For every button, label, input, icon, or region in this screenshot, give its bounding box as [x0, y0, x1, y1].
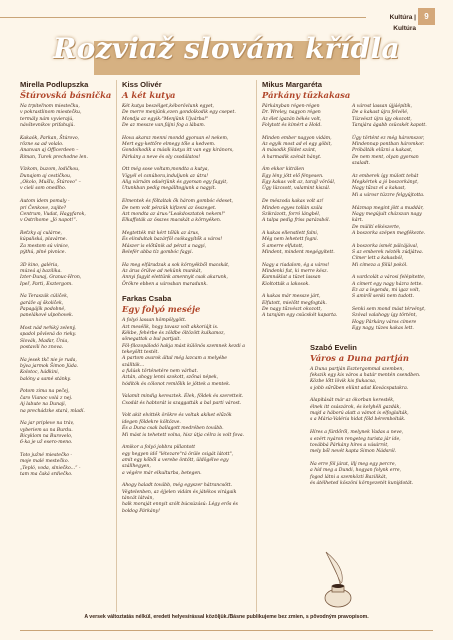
verse-line: Aztán, ahogy lenni szokott, szőnai népek,: [122, 375, 219, 381]
verse-line: Mi címeza a fölül pokól.: [352, 262, 408, 268]
verse-line: Közbe lőtt lövik kis fiukacsa,: [310, 379, 377, 385]
verse-line: Vígyél el csnúbora,induljunk az útra!: [122, 173, 209, 179]
stanza: [262, 294, 344, 319]
verse-line: A partom avarok által még lazcam a melyébe szállták...: [122, 356, 228, 368]
verse-line: v pokrastlinom miestečku,: [20, 110, 82, 116]
verse-line: termály nám vyvierajú,: [20, 116, 74, 122]
stanza: [262, 136, 344, 161]
verse-line: Ez az a legenda, mi igaz volt,: [352, 287, 420, 293]
page-title: Rozviaž slovám křídla: [53, 32, 400, 65]
stanza: [352, 275, 434, 300]
poem-author: Farkas Csaba: [122, 294, 172, 304]
stanza: [262, 263, 344, 288]
stanza: [262, 199, 344, 224]
stanza: [352, 206, 434, 238]
verse-line: fekszik egy kis város a határ mentén csendben.: [310, 373, 421, 379]
verse-line: Hogy Párkány város címere: [352, 319, 417, 325]
verse-line: hódítók és cölonot remlőlik le jöttek a mentek.: [122, 381, 231, 387]
verse-line: Végtelenben, az éjjelen vidám és játékos virágaik táncát látván,: [122, 489, 237, 501]
verse-line: És elindultak bazárföl csókagyítők a város!: [122, 237, 223, 243]
verse-line: s a Mária-Valéria hidat föld bérembolták.: [310, 417, 406, 423]
verse-line: Utunkban pedig megálltogjunk a nagyit.: [122, 186, 217, 192]
stanza: [310, 430, 434, 455]
verse-line: Próbálták elűzni a kakast,: [352, 148, 413, 154]
verse-line: pri Čenkove, zajíte?: [20, 205, 67, 211]
verse-line: Toto južné miestečko -: [20, 452, 73, 458]
verse-line: A kakas már messze járt,: [262, 294, 321, 300]
verse-line: Volt akit elvitték örökre és voltak akiket elűzök idegen földekre költözve.: [122, 413, 232, 425]
verse-line: Elfutott, mielőtt megfogták.: [262, 300, 327, 306]
poem-body: [310, 367, 434, 488]
verse-line: múzeá aj bazilika.: [20, 268, 62, 274]
verse-line: s ezért nyáron rengeteg turista jár ide,: [310, 436, 401, 442]
stanza: [122, 136, 246, 161]
stanza: [352, 104, 434, 129]
verse-line: Úgy lüzcsott, valamint kiszál.: [262, 186, 331, 192]
verse-line: Centrum, Vudat, Hagyfarok,: [20, 211, 86, 217]
verse-line: 6-ka je už esero-meno.: [20, 440, 73, 446]
verse-line: na prechádzke stará, mladí.: [20, 408, 85, 414]
verse-line: Kékbe, fehérbe és zöldbe öltözött kulkamoz, sönegattak a bul partjait.: [122, 331, 225, 343]
verse-line: Mi mást is tehetett volna, hisz útja célra is volt fova.: [122, 432, 245, 438]
verse-line: A második földet szánt,: [262, 148, 317, 154]
verse-line: Valamit mindig keresztek. Élek, földek és szeretteit.: [122, 394, 244, 400]
verse-line: rôzne sa ad volalo.: [20, 142, 64, 148]
verse-line: Amikor a folyó jobbra pillantott: [122, 445, 196, 451]
verse-line: De mészoda kakas volt az!: [262, 199, 324, 205]
verse-line: Szikrázott, forró lángbél,: [262, 211, 321, 217]
verse-line: Autom idem pomaly -: [20, 199, 70, 205]
verse-line: Szóval valahogy így történt,: [352, 313, 417, 319]
verse-line: Most nád ne%ký zelený,: [20, 326, 76, 332]
verse-line: Gondolkodik a másik kutya itt van egy kiránors,: [122, 148, 234, 154]
verse-line: S amerre elfutott,: [262, 243, 304, 249]
stanza: [20, 389, 112, 414]
verse-line: Ha meg elfáradzak a sok környékből macskát,: [122, 262, 230, 268]
verse-line: A címert egy nagy házra tette.: [352, 281, 423, 287]
verse-line: Azt mondta az árus:"Leakdosztatok nekem!": [122, 211, 226, 217]
stanza: [20, 326, 112, 351]
poem-body-left: [262, 104, 344, 339]
verse-line: Mondja az egyik:"Menjünk Ujvárba!": [122, 116, 209, 122]
poem-title: Egy folyó meséje: [122, 304, 201, 315]
verse-line: Na Teraszák cúliček,: [20, 294, 69, 300]
verse-line: fogod látni a szemközti Bazilikát,: [310, 474, 388, 480]
verse-line: De nem ment, olyan gyorsan szaladt.: [352, 154, 419, 167]
poem-title: Párkány tűzkakasa: [262, 90, 351, 100]
verse-line: Túzvészt újra így okozott,: [352, 116, 412, 122]
verse-line: „Tepló, voda, slniečko...“ -: [20, 465, 81, 471]
verse-line: továbbá Párkány híres a vásárrót,: [310, 442, 389, 448]
verse-line: Na erre föl járat, illj meg egy percre,: [310, 461, 397, 467]
column-divider: [256, 80, 257, 612]
verse-line: Egy kakas volt az, tarajl vöröál,: [262, 180, 336, 186]
verse-line: Az élet igazán békés volt,: [262, 116, 322, 122]
verse-line: A várost lassan újjáépítik,: [352, 104, 413, 109]
verse-line: A kakas ellenstlett falni,: [262, 230, 319, 236]
verse-line: Kamnáklat a tüzet lassan: [262, 275, 321, 281]
verse-line: Tarajára ágabb csücskét kapott.: [352, 123, 427, 129]
verse-line: egy hegyen idő "létezare"rá örüle csigát látott",: [122, 451, 234, 457]
verse-line: A talpa pedig friss parázsból.: [262, 218, 331, 224]
verse-line: Mi a városr tüzzre felgyújtotta.: [352, 192, 425, 198]
stanza: [20, 167, 112, 192]
verse-line: De nagy tűzvészt okozott,: [262, 307, 322, 312]
poem-author: Mikus Margaréta: [262, 80, 322, 89]
verse-line: halk moraját ennyit szólt búcsúzású: Légy erős és boldog Párkány!: [122, 502, 238, 514]
verse-line: Mert egy-kettőre elmegy tőle a kedvem.: [122, 142, 216, 148]
verse-line: Ipeľ, Parti, Esztergom.: [20, 281, 73, 287]
verse-line: Senki sem mond mást térvényt,: [352, 307, 426, 312]
verse-line: De múlítí elkészerte,: [352, 224, 401, 230]
verse-line: Hova akarsz menni mondd gyorsan el nekem,: [122, 135, 229, 141]
verse-line: Párkány a neve és oly csodálatos!: [122, 154, 201, 160]
verse-line: Annyi fagyit elettünk amennyit csak akarunk,: [122, 275, 228, 281]
stanza: [262, 231, 344, 256]
verse-line: Folytott és kímért a Hold.: [262, 123, 322, 129]
verse-line: Potom zima na pečej,: [20, 389, 70, 395]
verse-line: De a kakast újra felvélé,: [352, 110, 409, 116]
stanza: [20, 231, 112, 256]
verse-line: Nagy a riadalom, ég a város!: [262, 262, 330, 268]
verse-line: amit egy kőből a verebe öntött, üldögélve egy szállhegyen,: [122, 457, 229, 470]
verse-line: Kolotoc, hádkini,: [20, 370, 60, 376]
verse-line: čaro Vianoc volá z nej.: [20, 395, 73, 401]
verse-line: v cieli som onedlho.: [20, 186, 67, 192]
verse-line: Reťzky aj culárne,: [20, 230, 62, 236]
verse-line: Ahogy haladt tovább, még egyszer hátrancsött.: [122, 483, 233, 489]
verse-line: Za mestom sú vinice,: [20, 243, 70, 249]
poem-title: Város a Duna partján: [310, 352, 410, 363]
verse-line: Kioltották a lakosok.: [262, 281, 310, 287]
verse-line: Slovák, Maďar, Únia,: [20, 338, 69, 344]
verse-line: spadol pôvlená do rieky.: [20, 332, 77, 338]
verse-line: A harmadik szénát hányt.: [262, 154, 322, 160]
verse-line: Egy nagy, tüzes kakas lett.: [352, 326, 414, 332]
verse-line: De az messze van,fájni fog a lábam.: [122, 123, 206, 129]
verse-line: Párkányban régen-régen: [262, 104, 320, 109]
verse-line: Alapítását már az ókorban keresték,: [310, 398, 395, 404]
stanza: [310, 367, 434, 392]
verse-line: Elkaffoták az összes macskát a környéken.: [122, 218, 222, 224]
verse-line: Elmentek és föltaltak ők három gombóc édeset,: [122, 199, 234, 205]
verse-line: Dr. Wreley, nagyon régen: [262, 110, 321, 116]
verse-line: Alig várnám odaérjünk és gyorsan egy fagyit,: [122, 180, 228, 186]
column-1: [20, 80, 112, 485]
verse-line: Ananvan aj Officerdeen –: [20, 148, 79, 154]
stanza: [20, 421, 112, 446]
verse-line: návštevníkov priťahujú.: [20, 123, 75, 129]
column-divider: [116, 80, 117, 612]
stanza: [122, 104, 246, 129]
verse-line: Két kutya beszélget,kéborövlunk egyet,: [122, 104, 214, 109]
stanza: [20, 104, 112, 129]
stanza: [20, 358, 112, 383]
poem-title: A két kutya: [122, 90, 176, 100]
verse-line: S az emberek nézték zúdjátva.: [352, 249, 424, 255]
verse-line: 3D kino, galéria,: [20, 262, 59, 268]
stanza: [122, 199, 246, 224]
stanza: [122, 483, 246, 515]
verse-line: Híres a fürdőről, melynek Vadas a neve,: [310, 430, 404, 436]
verse-line: Megtették mit kért tőlük az árus,: [122, 230, 200, 236]
footer-note: A versek változtatás nélkül, eredeti helyesírással közöljük./Básne publikujeme bez zmien, s pôvodným pravopisom.: [84, 614, 369, 620]
verse-line: Mindenki fut, ki merre kész.: [262, 268, 328, 274]
verse-line: De nem volt pénzük kifizeni az összeget.: [122, 205, 217, 211]
verse-line: A Duna partján Esztergommal szemben,: [310, 366, 404, 372]
verse-line: „Okolo, Mušľu, Štúrovo“ –: [20, 180, 81, 186]
verse-line: býva jarmok Šimon Júda.: [20, 364, 79, 370]
verse-line: Minden ember nagyon vidám,: [262, 135, 332, 141]
verse-line: Föl-filozopálodó hakja mást különös szemnek kezdi a tekeyöltt testét.: [122, 343, 245, 356]
second-poem: [310, 343, 434, 488]
verse-line: Csodát és habtorát is szaggatták a bal parti várost.: [122, 400, 242, 406]
verse-line: postavili ho znova.: [20, 345, 64, 351]
verse-line: Ám ekkor kitrálen: [262, 167, 305, 173]
poem-body: [122, 318, 246, 515]
verse-line: De merre menjünk,ezen gondolkodik egy csepet.: [122, 110, 236, 116]
stanza: [352, 136, 434, 168]
verse-line: pýthú, plné pivnice.: [20, 249, 66, 255]
verse-line: A vardcolát a városi felépitette,: [352, 275, 426, 281]
verse-line: élnek itt császárok, és kelyhéli gazdák,: [310, 404, 401, 410]
verse-line: Papagájík podobné,: [20, 307, 66, 312]
verse-line: A folyó lassan hömpölygött.: [122, 318, 187, 324]
footer-rule: [20, 630, 433, 631]
verse-line: panelákové ulpohovek.: [20, 313, 74, 319]
verse-line: Dunajom aj cestičkou,: [20, 173, 72, 179]
verse-line: a híd meg a Dundi, hogyan folynk erre,: [310, 468, 402, 474]
verse-line: Kakaók, Parkan, Štúrovo,: [20, 135, 80, 141]
stanza: [20, 453, 112, 478]
stanza: [262, 167, 344, 192]
poem-body-right: [352, 104, 434, 339]
verse-line: Az egyik most ad el egy göbit,: [262, 142, 332, 148]
stanza: [122, 263, 246, 288]
verse-line: Belefér abba tíz gombóc fagyi.: [122, 249, 194, 255]
stanza: [122, 394, 246, 407]
stanza: [20, 263, 112, 288]
verse-line: garáže aj školiček,: [20, 300, 64, 306]
verse-line: a végére már elkulturba, betegen.: [122, 470, 202, 476]
poem-body: [122, 104, 246, 288]
stanza: [122, 413, 246, 438]
verse-line: Mindent, mindent megégyített.: [262, 249, 335, 255]
stanza: [352, 244, 434, 269]
poem-columns: [262, 104, 434, 339]
verse-line: Az emberek így múlott tehát: [352, 173, 419, 179]
verse-line: Na jesek tkč nie je ruda,: [20, 357, 77, 363]
stanza: [122, 445, 246, 477]
verse-line: moje malé mestečko.: [20, 459, 69, 465]
stanza: [262, 104, 344, 129]
verse-line: Aj labute na Dunaji,: [20, 402, 67, 408]
verse-line: a fulúsk történetére nem várhat.: [122, 369, 198, 375]
verse-line: Úgy történt ez még háromszor,: [352, 135, 425, 141]
verse-line: Na jar pripleve na tráv,: [20, 421, 74, 427]
verse-line: S amiről senki nem tudott.: [352, 294, 414, 300]
verse-line: Nagy tűzsz el a kakast,: [352, 186, 406, 192]
verse-line: kúpaliská, plavárne.: [20, 237, 67, 243]
verse-line: Egy lény jött elő fényesen.: [262, 173, 324, 179]
verse-line: Mindennap pontban háromkor.: [352, 142, 425, 148]
poem-body: [20, 104, 112, 478]
verse-line: Mászer is előtűnik ad pénzt a nagyi,: [122, 243, 207, 249]
stanza: [122, 231, 246, 256]
stanza: [20, 136, 112, 161]
verse-line: vyberiem sa na Burdu.: [20, 427, 73, 433]
verse-line: Még nem lehetett fogni.: [262, 237, 319, 243]
verse-line: Riman, Turek prechodne len.: [20, 154, 88, 160]
stanza: [352, 307, 434, 332]
verse-line: s jobb sűrűben eliünt adat Kovácspatakra.: [310, 385, 409, 391]
stanza: [122, 167, 246, 192]
verse-line: majd a háború alatt a vámot is elfoglalták,: [310, 411, 409, 417]
stanza: [20, 294, 112, 319]
verse-line: mely ből nevét kapta Simon Nádsról.: [310, 449, 397, 455]
stanza: [122, 318, 246, 388]
verse-line: Mázmap megint jött a muddár,: [352, 205, 424, 211]
verse-line: A boszorka szépen megfékezte.: [352, 230, 426, 236]
stanza: [352, 174, 434, 199]
verse-line: Megkértek a jó boszorkányt,: [352, 180, 419, 186]
poem-title: Štúrovská básnička: [20, 90, 112, 100]
verse-line: Nagy megújult cházszan nagy kárt.: [352, 211, 422, 224]
verse-line: Ott még sose voltam,mondta a kutya,: [122, 167, 209, 173]
verse-line: Na trpiteľnom miestečku,: [20, 104, 80, 109]
verse-line: Bicyklom na Burovelo,: [20, 433, 73, 439]
stanza: [20, 199, 112, 224]
verse-line: Azt mesélik, hogy tavasz volt akkoriájt is.: [122, 324, 219, 330]
header-rule: [0, 17, 413, 18]
verse-line: És a Duna csak ballagott medrében tovább.: [122, 426, 224, 432]
section-label: Kultúra | Kultúra: [366, 12, 419, 23]
verse-line: és átélheted köszöni környezetét kunijdotát.: [310, 480, 414, 486]
verse-line: Vízkom, buzom, lodičkou,: [20, 167, 80, 173]
column-3: [262, 80, 434, 494]
verse-line: Izter-Dunaj, Granuc-Hron,: [20, 275, 82, 281]
verse-line: Az árus örülve ad nekünk munkát,: [122, 268, 202, 274]
poem-author: Szabó Evelin: [310, 342, 357, 352]
poem-author: Mirella Podlupszka: [20, 80, 89, 89]
stanza: [310, 398, 434, 423]
verse-line: tam ma čaká srdiečko.: [20, 471, 73, 477]
verse-line: balóny a samé stánky.: [20, 376, 71, 382]
inkwell-quill-icon: [306, 548, 368, 610]
verse-line: Örökre ebben a városban maradunk.: [122, 281, 208, 287]
stanza: [310, 462, 434, 487]
verse-line: v Ostrihome „Jó napot!“.: [20, 218, 78, 224]
verse-line: Minden egyes tollán szála: [262, 205, 323, 211]
poem-author: Kiss Olivér: [122, 80, 162, 89]
verse-line: A tarajúm egy csücskét kaparta.: [262, 313, 338, 319]
verse-line: A boszorka ismét pálcájával,: [352, 243, 419, 249]
column-2: [122, 80, 246, 521]
verse-line: Címer lett a kakasból,: [352, 256, 404, 262]
page-number: 9: [418, 8, 435, 25]
